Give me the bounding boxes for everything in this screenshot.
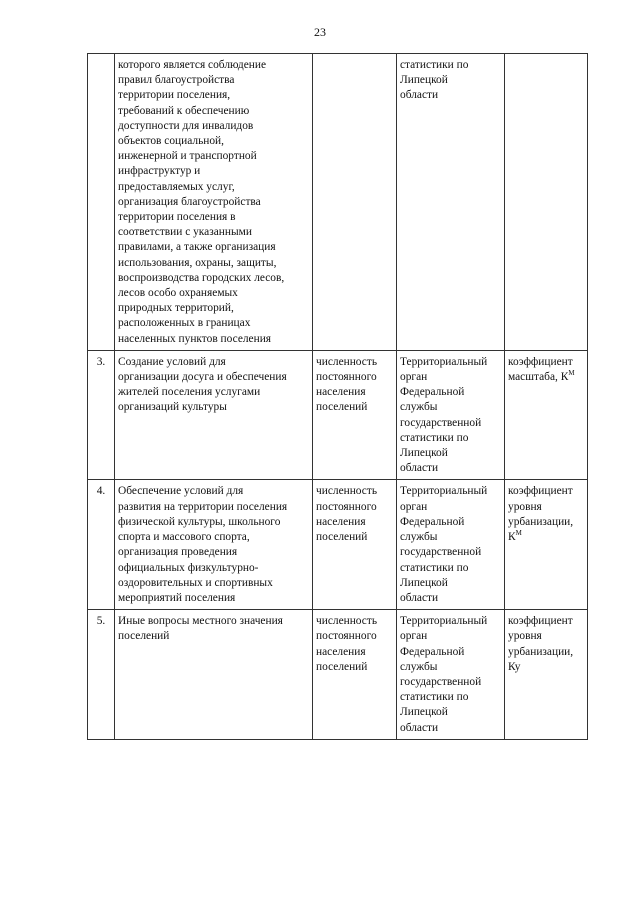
- source-cell: [397, 480, 505, 610]
- coefficient-cell: [505, 480, 588, 610]
- coefficient-cell: [505, 610, 588, 740]
- source-cell: [397, 54, 505, 351]
- source-text: Территориальный орган Федеральной службы государственной статистики по Липецкой области: [400, 615, 488, 734]
- issue-cell: [115, 610, 313, 740]
- row-number-cell: [88, 480, 115, 610]
- coefficient-label: коэффициент уровня урбанизации, Ку: [508, 615, 574, 673]
- indicator-cell: [313, 54, 397, 351]
- table-row: [88, 480, 588, 610]
- coefficient-text: [508, 614, 584, 675]
- indicator-text: численность постоянного населения поселений: [316, 615, 378, 673]
- source-text: Территориальный орган Федеральной службы государственной статистики по Липецкой области: [400, 355, 488, 475]
- coefficient-text: [508, 355, 584, 385]
- row-number: 5.: [96, 615, 106, 628]
- coefficient-text: [508, 484, 584, 545]
- coefficient-superscript: М: [515, 529, 522, 538]
- issue-cell: [115, 480, 313, 610]
- coefficient-label: коэффициент уровня урбанизации, К: [508, 485, 574, 544]
- issue-text: Обеспечение условий для развития на территории поселения физической культуры, школьного спорта и массового спорта, организация проведения официальных физкультурно- оздоровительных и спортивных мероприятий поселения: [118, 485, 288, 604]
- source-text: статистики по Липецкой области: [400, 59, 469, 102]
- page-number: 23: [314, 25, 326, 39]
- issue-text: Иные вопросы местного значения поселений: [118, 615, 283, 643]
- issue-text: Создание условий для организации досуга и обеспечения жителей поселения услугами организаций культуры: [118, 355, 287, 414]
- row-number-cell: [88, 610, 115, 740]
- coefficient-superscript: М: [568, 369, 575, 378]
- table-row: [88, 350, 588, 480]
- indicator-text: численность постоянного населения поселений: [316, 355, 378, 414]
- row-number: 4.: [96, 485, 106, 498]
- row-number: 3.: [96, 355, 106, 368]
- source-text: Территориальный орган Федеральной службы государственной статистики по Липецкой области: [400, 485, 488, 604]
- indicator-cell: [313, 350, 397, 480]
- coefficient-cell: [505, 350, 588, 480]
- distribution-table: [87, 53, 588, 740]
- table-row: [88, 610, 588, 740]
- indicator-cell: [313, 480, 397, 610]
- source-cell: [397, 350, 505, 480]
- issue-cell: [115, 54, 313, 351]
- coefficient-cell: [505, 54, 588, 351]
- coefficient-label: коэффициент масштаба, К: [508, 355, 573, 384]
- indicator-text: численность постоянного населения поселений: [316, 485, 378, 544]
- indicator-cell: [313, 610, 397, 740]
- issue-cell: [115, 350, 313, 480]
- table-row: [88, 54, 588, 351]
- row-number-cell: [88, 350, 115, 480]
- row-number-cell: [88, 54, 115, 351]
- source-cell: [397, 610, 505, 740]
- issue-text: которого является соблюдение правил благоустройства территории поселения, требований к обеспечению доступности для инвалидов объектов социальной, инженерной и транспортной инфраструктур и предоставляемых услуг, организация благоустройства территории поселения в соответствии с указанными правилами, а также организация использования, охраны, защиты, воспроизводства городских лесов, лесов особо охраняемых природных территорий, расположенных в границах населенных пунктов поселения: [118, 59, 285, 345]
